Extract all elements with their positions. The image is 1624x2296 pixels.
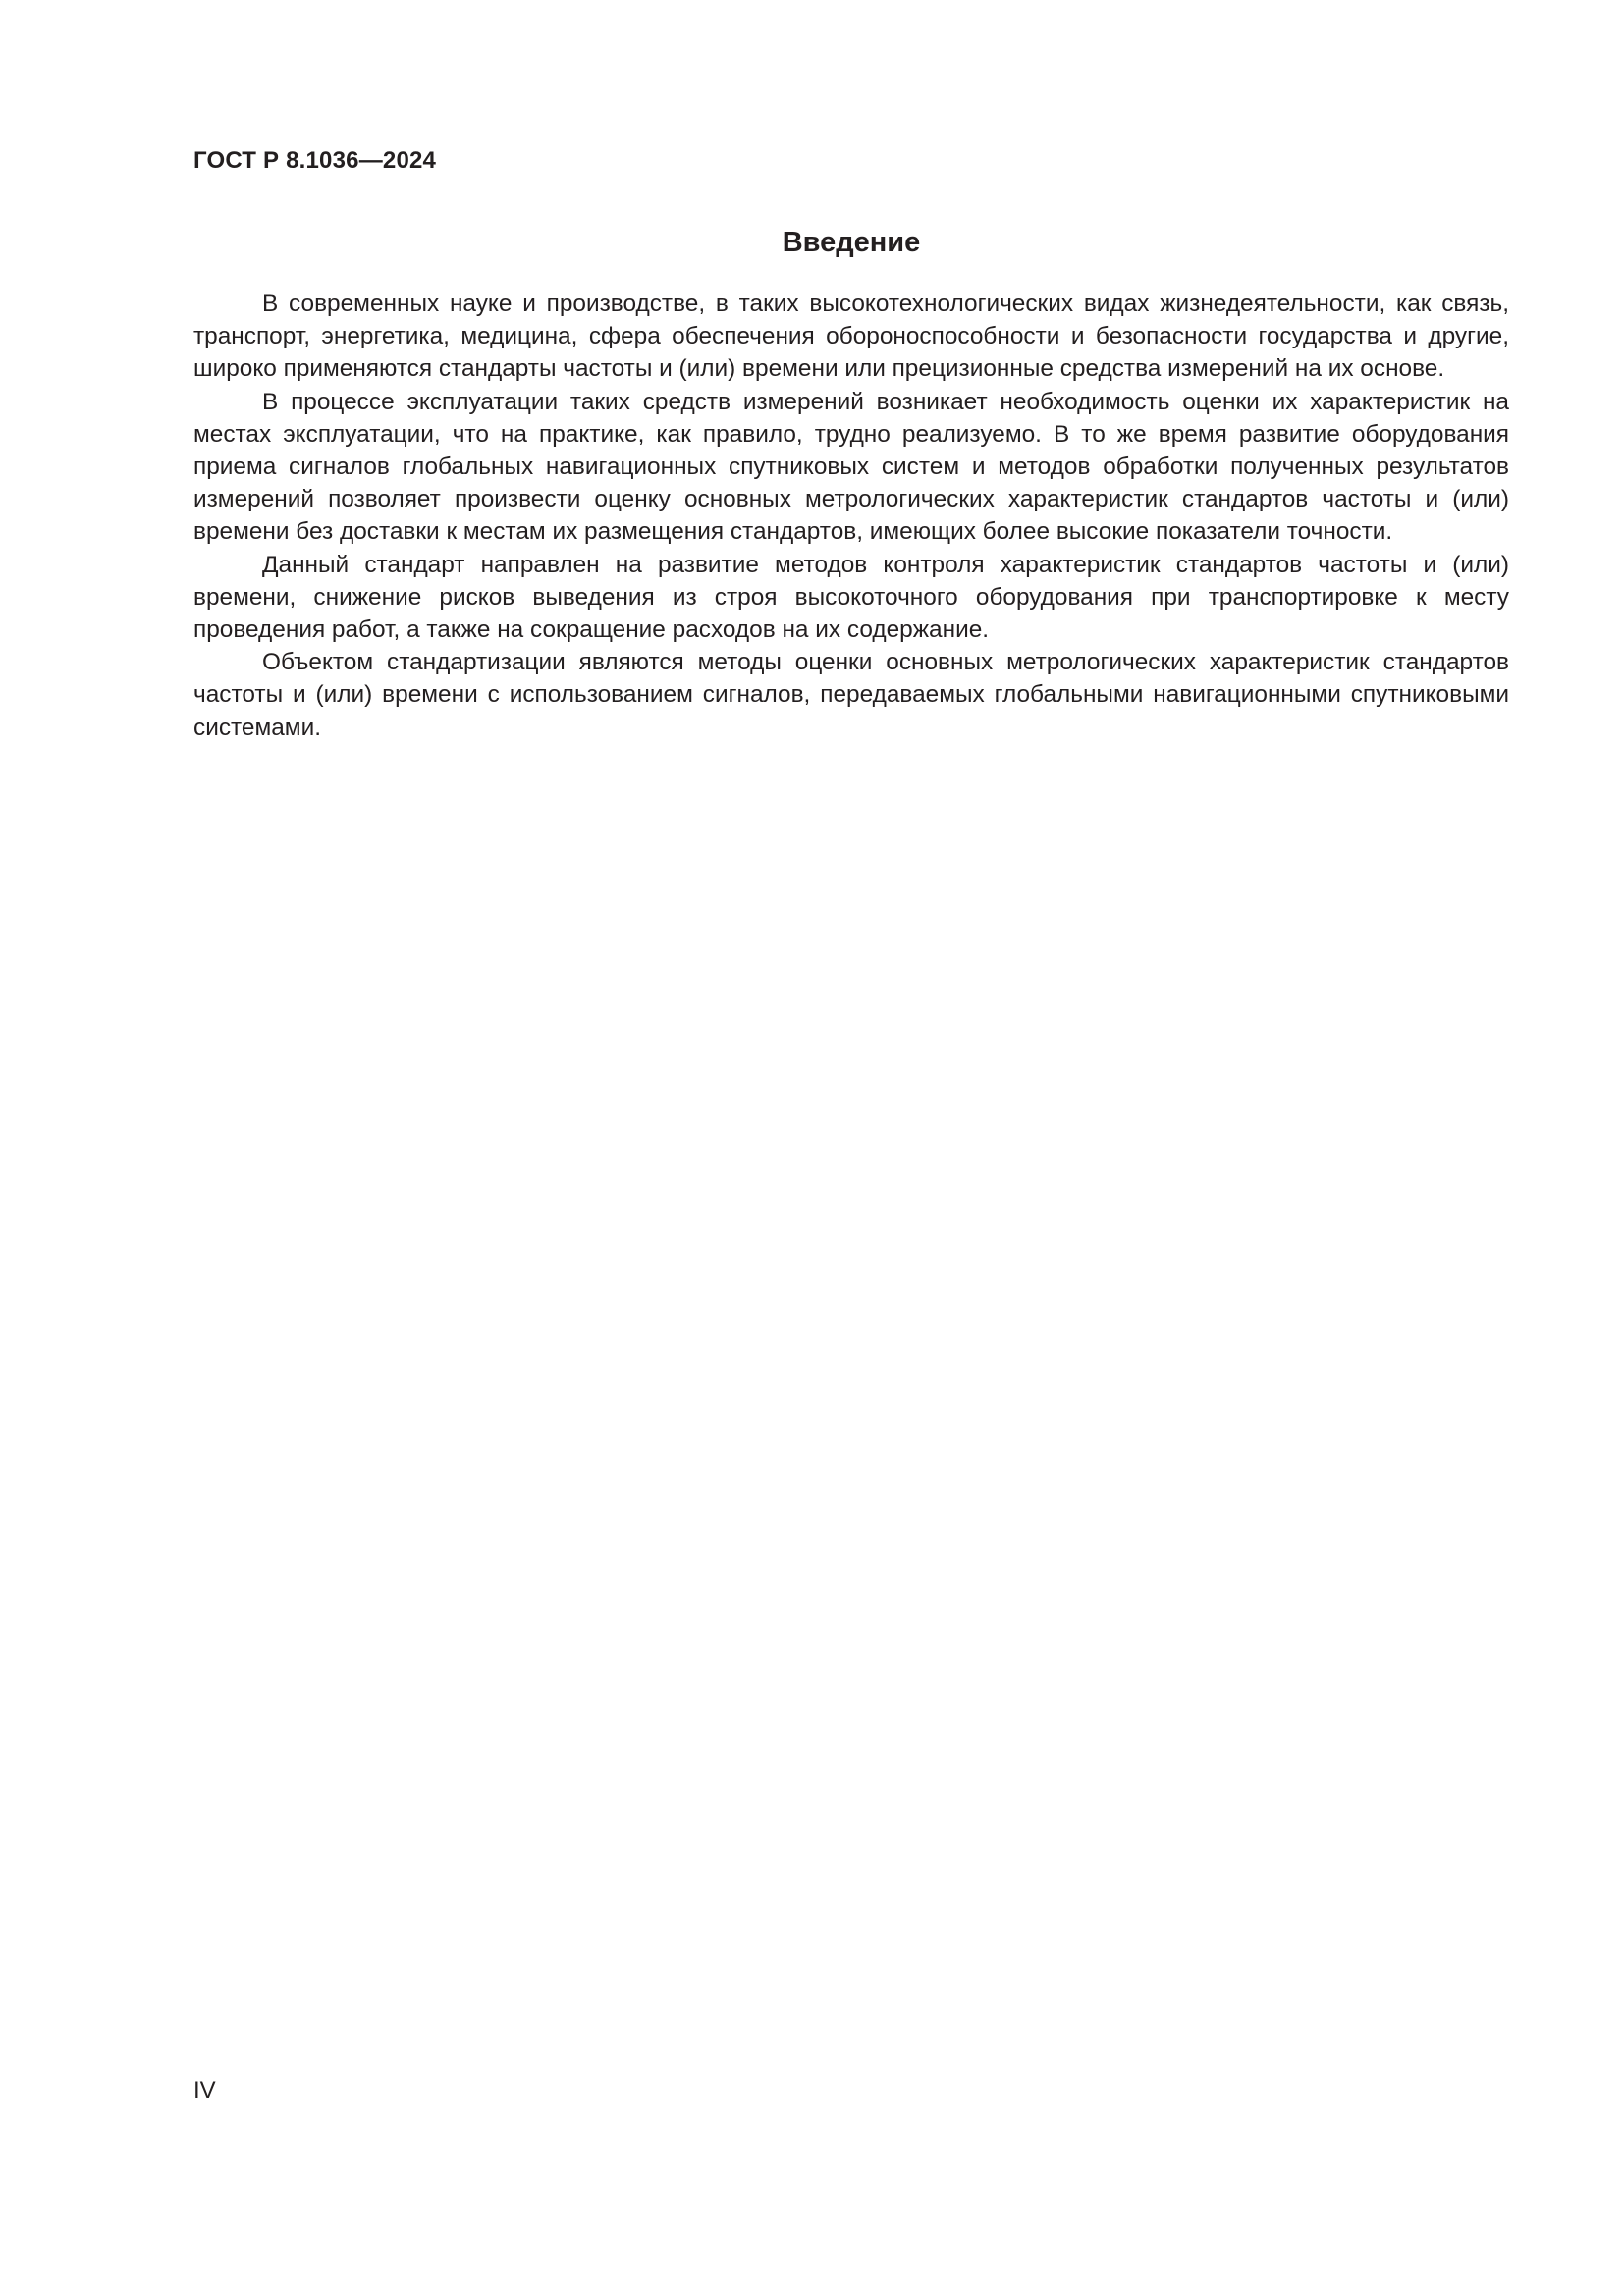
paragraph-4: Объектом стандартизации являются методы оценки основных метрологических характеристик стандартов частоты и (или) времени с использованием сигналов, передаваемых глобальными навигационными спутниковыми системами. — [193, 649, 1509, 741]
paragraph-2: В процессе эксплуатации таких средств измерений возникает необходимость оценки их характеристик на местах эксплуатации, что на практике, как правило, трудно реализуемо. В то же время развитие оборудования приема сигналов глобальных навигационных спутниковых систем и методов обработки полученных результатов измерений позволяет произвести оценку основных метрологических характеристик стандартов частоты и (или) времени без доставки к местам их размещения стандартов, имеющих более высокие показатели точности. — [193, 388, 1509, 546]
paragraph-1: В современных науке и производстве, в таких высокотехнологических видах жизнедеятельности, как связь, транспорт, энергетика, медицина, сфера обеспечения обороноспособности и безопасности государства и другие, широко применяются стандарты частоты и (или) времени или прецизионные средства измерений на их основе. — [193, 291, 1509, 383]
page-number: IV — [193, 2077, 216, 2104]
paragraph-3: Данный стандарт направлен на развитие методов контроля характеристик стандартов частоты и (или) времени, снижение рисков выведения из строя высокоточного оборудования при транспортировке к месту проведения работ, а также на сокращение расходов на их содержание. — [193, 551, 1509, 644]
standard-number-header: ГОСТ Р 8.1036—2024 — [193, 147, 437, 174]
section-title: Введение — [782, 227, 921, 258]
introduction-body — [193, 288, 1509, 744]
